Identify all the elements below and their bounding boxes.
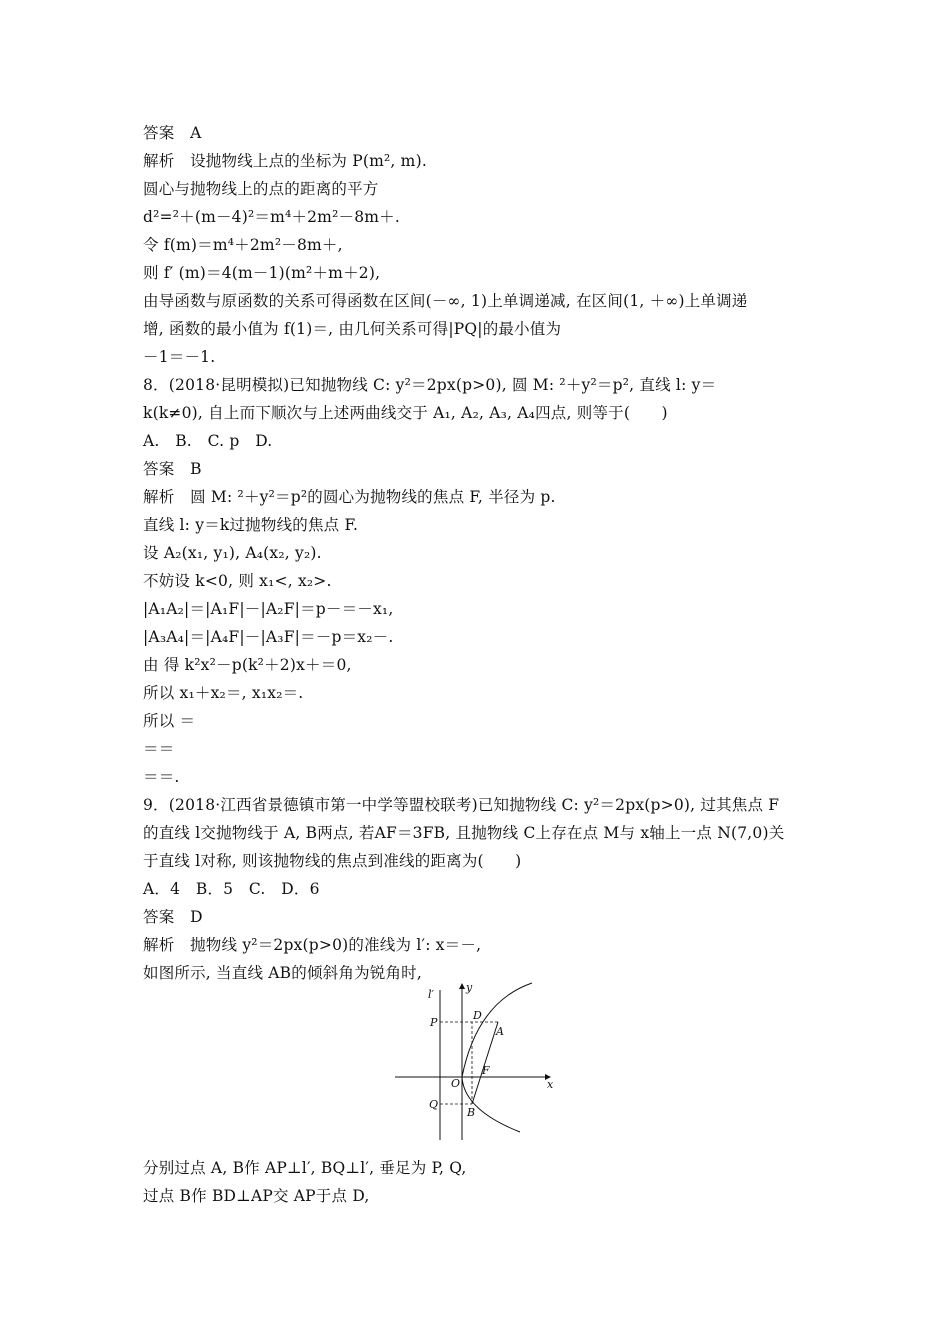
label-f: F [482, 1064, 490, 1077]
text-line: 9．(2018·江西省景德镇市第一中学等盟校联考)已知抛物线 C: y²＝2px(p>0), 过其焦点 F [143, 796, 780, 814]
text-line: 分别过点 A, B作 AP⊥l′, BQ⊥l′, 垂足为 P, Q, [143, 1159, 467, 1177]
label-o: O [451, 1077, 461, 1090]
text-line: 所以 ＝ [143, 712, 196, 730]
text-line: 于直线 l对称, 则该抛物线的焦点到准线的距离为( ) [143, 852, 522, 870]
text-line: 答案 A [143, 124, 202, 142]
label-q: Q [429, 1098, 439, 1111]
text-line: A．4 B．5 C. D．6 [143, 880, 320, 898]
text-line: －1＝－1. [143, 348, 216, 366]
text-line: 设 A₂(x₁, y₁), A₄(x₂, y₂). [143, 544, 322, 562]
label-b: B [467, 1106, 476, 1119]
text-line: 增, 函数的最小值为 f(1)＝, 由几何关系可得|PQ|的最小值为 [143, 320, 562, 338]
text-line: 令 f(m)＝m⁴＋2m²－8m＋, [143, 236, 343, 254]
text-line: 直线 l: y＝k过抛物线的焦点 F. [143, 516, 359, 534]
text-line: ＝＝ [143, 740, 175, 758]
label-l: l′ [428, 988, 435, 1001]
text-line: k(k≠0), 自上而下顺次与上述两曲线交于 A₁, A₂, A₃, A₄四点, 则等于( ) [143, 404, 668, 422]
text-line: 解析 圆 M: ²＋y²＝p²的圆心为抛物线的焦点 F, 半径为 p. [143, 488, 556, 506]
text-line: d²=²＋(m－4)²＝m⁴＋2m²－8m＋. [143, 208, 400, 226]
text-line: 8．(2018·昆明模拟)已知抛物线 C: y²＝2px(p>0), 圆 M: ²＋y²＝p², 直线 l: y＝ [143, 376, 717, 394]
text-line: A. B. C. p D. [143, 432, 273, 450]
text-line: 则 f′ (m)＝4(m－1)(m²＋m＋2), [143, 264, 381, 282]
text-line: ＝＝. [143, 768, 180, 786]
text-line: 如图所示, 当直线 AB的倾斜角为锐角时, [143, 964, 422, 982]
text-line: 过点 B作 BD⊥AP交 AP于点 D, [143, 1187, 370, 1205]
label-y: y [466, 981, 473, 994]
text-line: |A₁A₂|＝|A₁F|－|A₂F|＝p－＝－x₁, [143, 600, 394, 618]
text-line: 的直线 l交抛物线于 A, B两点, 若AF＝3FB, 且抛物线 C上存在点 M与 x轴上一点 N(7,0)关 [143, 824, 785, 842]
label-p: P [430, 1016, 438, 1029]
text-line: 答案 B [143, 460, 202, 478]
label-d: D [473, 1009, 482, 1022]
text-line: 解析 设抛物线上点的坐标为 P(m², m). [143, 152, 427, 170]
text-line: 圆心与抛物线上的点的距离的平方 [143, 180, 379, 198]
parabola-figure [392, 980, 562, 1145]
text-line: 答案 D [143, 908, 203, 926]
label-a: A [496, 1025, 504, 1038]
text-line: 解析 抛物线 y²＝2px(p>0)的准线为 l′: x＝－, [143, 936, 482, 954]
text-line: 所以 x₁＋x₂＝, x₁x₂＝. [143, 684, 304, 702]
text-line: 由导函数与原函数的关系可得函数在区间(－∞, 1)上单调递减, 在区间(1, ＋∞)上单调递 [143, 292, 748, 310]
parabola-diagram [392, 980, 562, 1145]
text-line: 不妨设 k<0, 则 x₁<, x₂>. [143, 572, 332, 590]
text-line: 由 得 k²x²－p(k²＋2)x＋＝0, [143, 656, 352, 674]
label-x: x [547, 1078, 554, 1091]
text-line: |A₃A₄|＝|A₄F|－|A₃F|＝－p＝x₂－. [143, 628, 394, 646]
